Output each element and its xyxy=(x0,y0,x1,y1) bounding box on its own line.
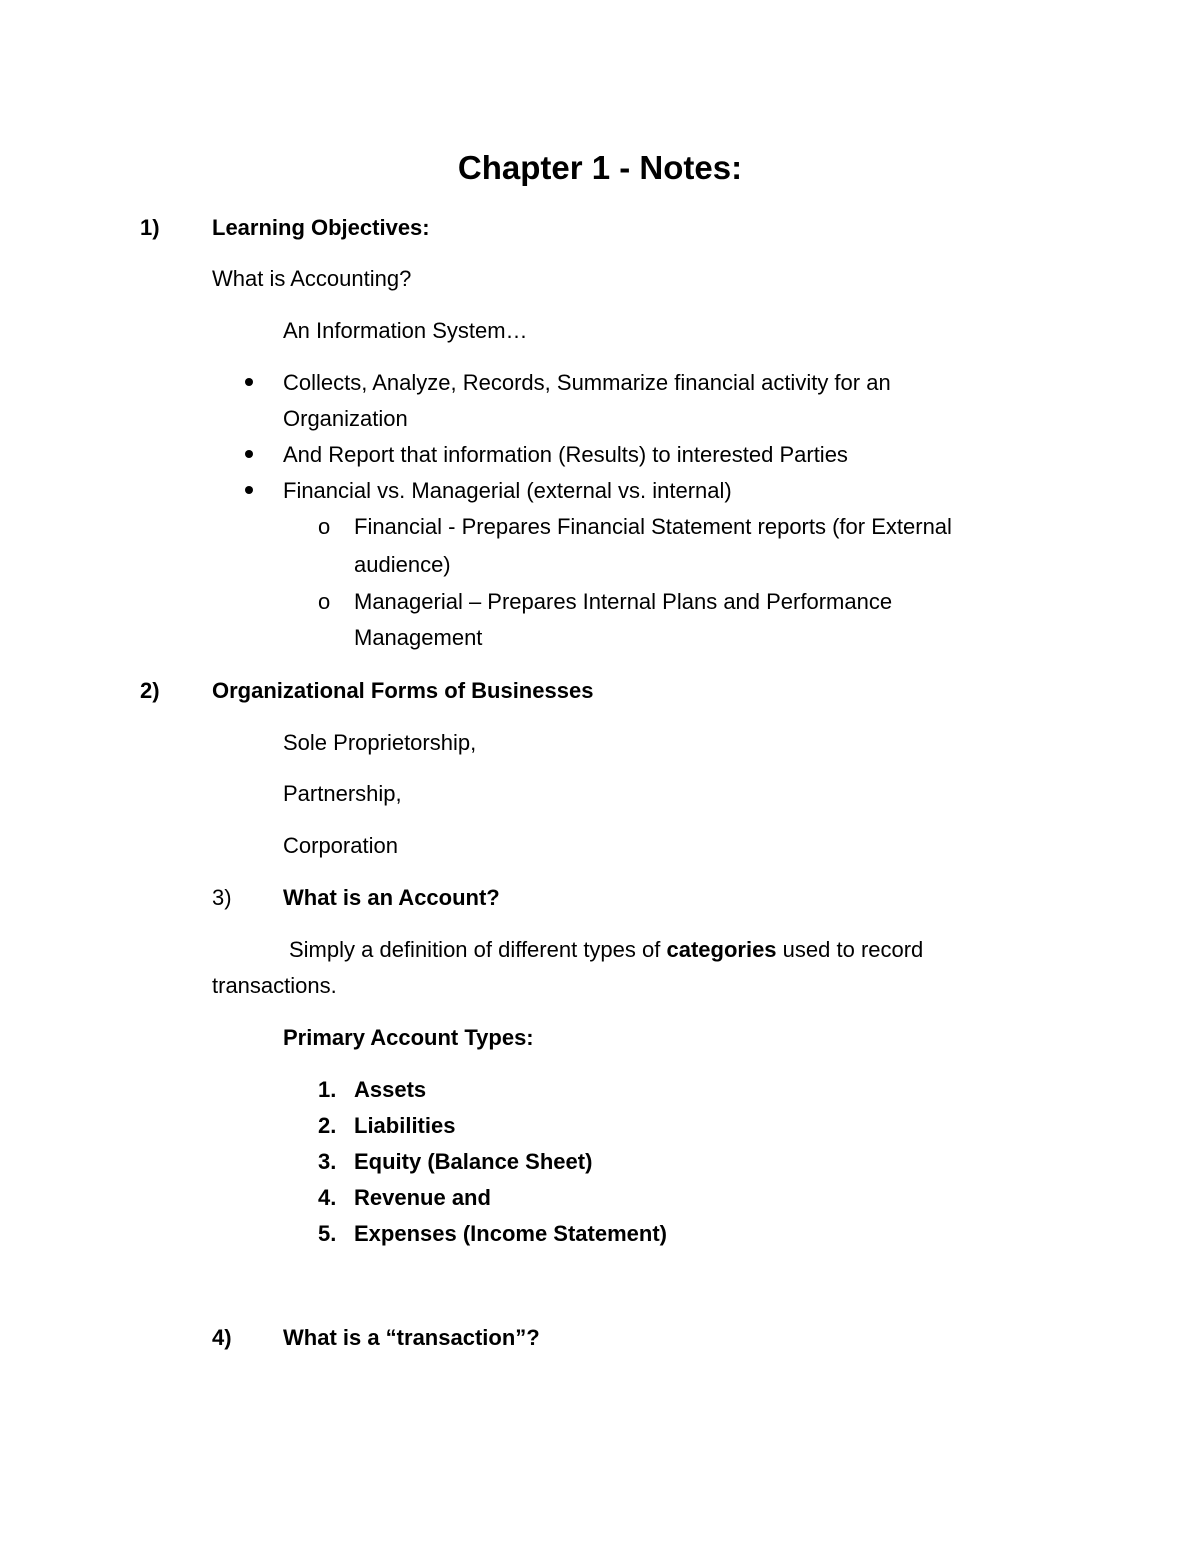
list-number: 1. xyxy=(318,1077,337,1102)
information-system-intro: An Information System… xyxy=(283,318,528,343)
primary-account-types-heading: Primary Account Types: xyxy=(283,1025,534,1050)
section-3-heading: What is an Account? xyxy=(283,885,500,910)
account-type-item: Equity (Balance Sheet) xyxy=(354,1149,593,1174)
bullet-item: Financial vs. Managerial (external vs. internal) xyxy=(283,478,732,503)
list-number: 4. xyxy=(318,1185,337,1210)
business-form-item: Partnership, xyxy=(283,781,402,806)
bullet-icon xyxy=(245,378,253,386)
bullet-icon xyxy=(245,450,253,458)
account-definition-continuation: transactions. xyxy=(212,973,337,998)
business-form-item: Sole Proprietorship, xyxy=(283,730,477,755)
account-definition xyxy=(289,932,923,968)
section-1-heading: Learning Objectives: xyxy=(212,215,430,240)
bullet-icon xyxy=(245,486,253,494)
sub-bullet-item: Managerial – Prepares Internal Plans and Performance xyxy=(354,589,893,614)
bullet-item: And Report that information (Results) to interested Parties xyxy=(283,442,848,467)
section-4-number: 4) xyxy=(212,1325,232,1350)
bullet-item-continuation: Organization xyxy=(283,406,408,431)
sub-bullet-item-continuation: audience) xyxy=(354,552,451,577)
section-2-heading: Organizational Forms of Businesses xyxy=(212,678,594,703)
section-4-heading: What is a “transaction”? xyxy=(283,1325,540,1350)
list-number: 3. xyxy=(318,1149,337,1174)
account-type-item: Liabilities xyxy=(354,1113,456,1138)
section-3-number: 3) xyxy=(212,885,232,910)
sub-bullet-item: Financial - Prepares Financial Statement reports (for External xyxy=(354,514,952,539)
account-type-item: Expenses (Income Statement) xyxy=(354,1221,667,1246)
definition-text: used to record xyxy=(776,937,924,962)
sub-bullet-icon: o xyxy=(318,589,331,614)
accounting-question: What is Accounting? xyxy=(212,266,412,291)
bullet-item: Collects, Analyze, Records, Summarize financial activity for an xyxy=(283,370,891,395)
sub-bullet-icon: o xyxy=(318,514,331,539)
business-form-item: Corporation xyxy=(283,833,398,858)
sub-bullet-item-continuation: Management xyxy=(354,625,483,650)
account-type-item: Revenue and xyxy=(354,1185,491,1210)
definition-emphasis: categories xyxy=(666,937,777,962)
list-number: 2. xyxy=(318,1113,337,1138)
section-2-number: 2) xyxy=(140,678,160,703)
page-title: Chapter 1 - Notes: xyxy=(457,149,743,186)
account-type-item: Assets xyxy=(354,1077,427,1102)
list-number: 5. xyxy=(318,1221,337,1246)
section-1-number: 1) xyxy=(140,215,160,240)
definition-text: Simply a definition of different types of xyxy=(289,937,667,962)
